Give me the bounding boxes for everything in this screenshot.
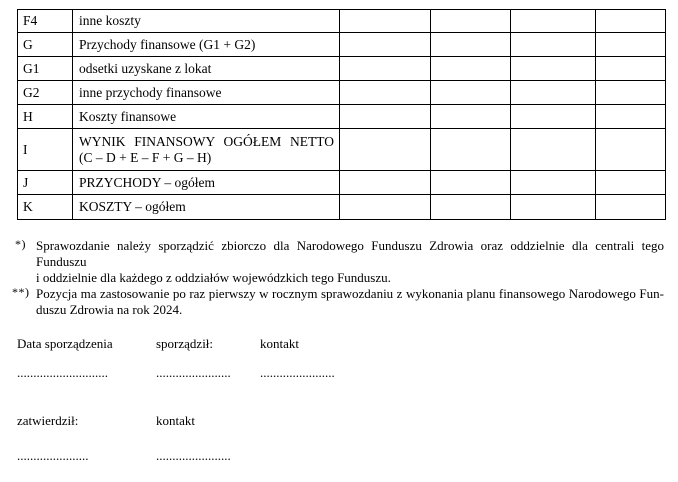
row-label-line-1: WYNIK FINANSOWY OGÓŁEM NETTO (79, 133, 334, 149)
value-cell (511, 171, 596, 195)
table-row-k (18, 195, 666, 220)
footnote-2 (12, 286, 664, 318)
row-label (73, 129, 340, 171)
table-row-j (18, 171, 666, 195)
row-code: G1 (18, 57, 73, 81)
value-cell (431, 171, 511, 195)
label-sporzadzil: sporządził: (156, 336, 214, 351)
value-cell (431, 195, 511, 220)
row-code: H (18, 105, 73, 129)
table-row-g2 (18, 81, 666, 105)
value-cell (596, 10, 666, 33)
label-kontakt-prepared: kontakt (260, 336, 299, 351)
value-cell (431, 81, 511, 105)
dotted-line-date: ............................ (17, 365, 108, 380)
footnote-1-line-2: i oddzielnie dla każdego z oddziałów wojewódzkich tego Funduszu. (36, 270, 391, 285)
footnote-2-line-2: duszu Zdrowia na rok 2024. (36, 302, 183, 317)
row-code: J (18, 171, 73, 195)
table-row-i (18, 129, 666, 171)
value-cell (511, 10, 596, 33)
row-label: inne koszty (73, 10, 340, 33)
value-cell (340, 81, 431, 105)
footnote-1-line-1: Sprawozdanie należy sporządzić zbiorczo dla Narodowego Funduszu Zdrowia oraz oddzielnie dla centrali tego Funduszu (36, 238, 664, 269)
value-cell (511, 33, 596, 57)
footnote-2-marker: **) (12, 285, 30, 299)
row-label: inne przychody finansowe (73, 81, 340, 105)
financial-form-table (17, 9, 666, 220)
value-cell (431, 10, 511, 33)
value-cell (596, 105, 666, 129)
value-cell (511, 105, 596, 129)
label-kontakt-approved: kontakt (156, 413, 195, 428)
footnote-1-marker: *) (15, 237, 26, 251)
row-label: odsetki uzyskane z lokat (73, 57, 340, 81)
value-cell (340, 129, 431, 171)
row-label-line-2: (C – D + E – F + G – H) (79, 149, 212, 165)
value-cell (596, 57, 666, 81)
row-code: F4 (18, 10, 73, 33)
table-row-g (18, 33, 666, 57)
row-code: G (18, 33, 73, 57)
row-code: K (18, 195, 73, 220)
label-zatwierdzil: zatwierdził: (17, 413, 79, 428)
row-label: KOSZTY – ogółem (73, 195, 340, 220)
value-cell (596, 81, 666, 105)
value-cell (431, 105, 511, 129)
table-row-f4 (18, 10, 666, 33)
footnote-2-line-1: Pozycja ma zastosowanie po raz pierwszy w rocznym sprawozdaniu z wykonania planu finansowego Narodowego Fun- (36, 286, 664, 301)
table-row-g1 (18, 57, 666, 81)
row-code: G2 (18, 81, 73, 105)
value-cell (511, 129, 596, 171)
dotted-line-kontakt-approved: ....................... (156, 448, 231, 463)
label-data-sporzadzenia: Data sporządzenia (17, 336, 113, 351)
value-cell (511, 81, 596, 105)
row-label: Przychody finansowe (G1 + G2) (73, 33, 340, 57)
table-row-h (18, 105, 666, 129)
value-cell (340, 10, 431, 33)
value-cell (431, 33, 511, 57)
dotted-line-sporzadzil: ....................... (156, 365, 231, 380)
value-cell (340, 57, 431, 81)
row-label: Koszty finansowe (73, 105, 340, 129)
dotted-line-kontakt-prepared: ....................... (260, 365, 335, 380)
value-cell (596, 171, 666, 195)
dotted-line-zatwierdzil: ...................... (17, 448, 89, 463)
value-cell (596, 195, 666, 220)
value-cell (596, 129, 666, 171)
row-code: I (18, 129, 73, 171)
value-cell (431, 129, 511, 171)
value-cell (340, 171, 431, 195)
financial-form-table-wrap (17, 9, 666, 220)
value-cell (340, 33, 431, 57)
footnotes-block (12, 238, 664, 318)
value-cell (340, 195, 431, 220)
value-cell (511, 195, 596, 220)
row-label: PRZYCHODY – ogółem (73, 171, 340, 195)
value-cell (340, 105, 431, 129)
footnote-1 (12, 238, 664, 286)
value-cell (596, 33, 666, 57)
value-cell (431, 57, 511, 81)
value-cell (511, 57, 596, 81)
